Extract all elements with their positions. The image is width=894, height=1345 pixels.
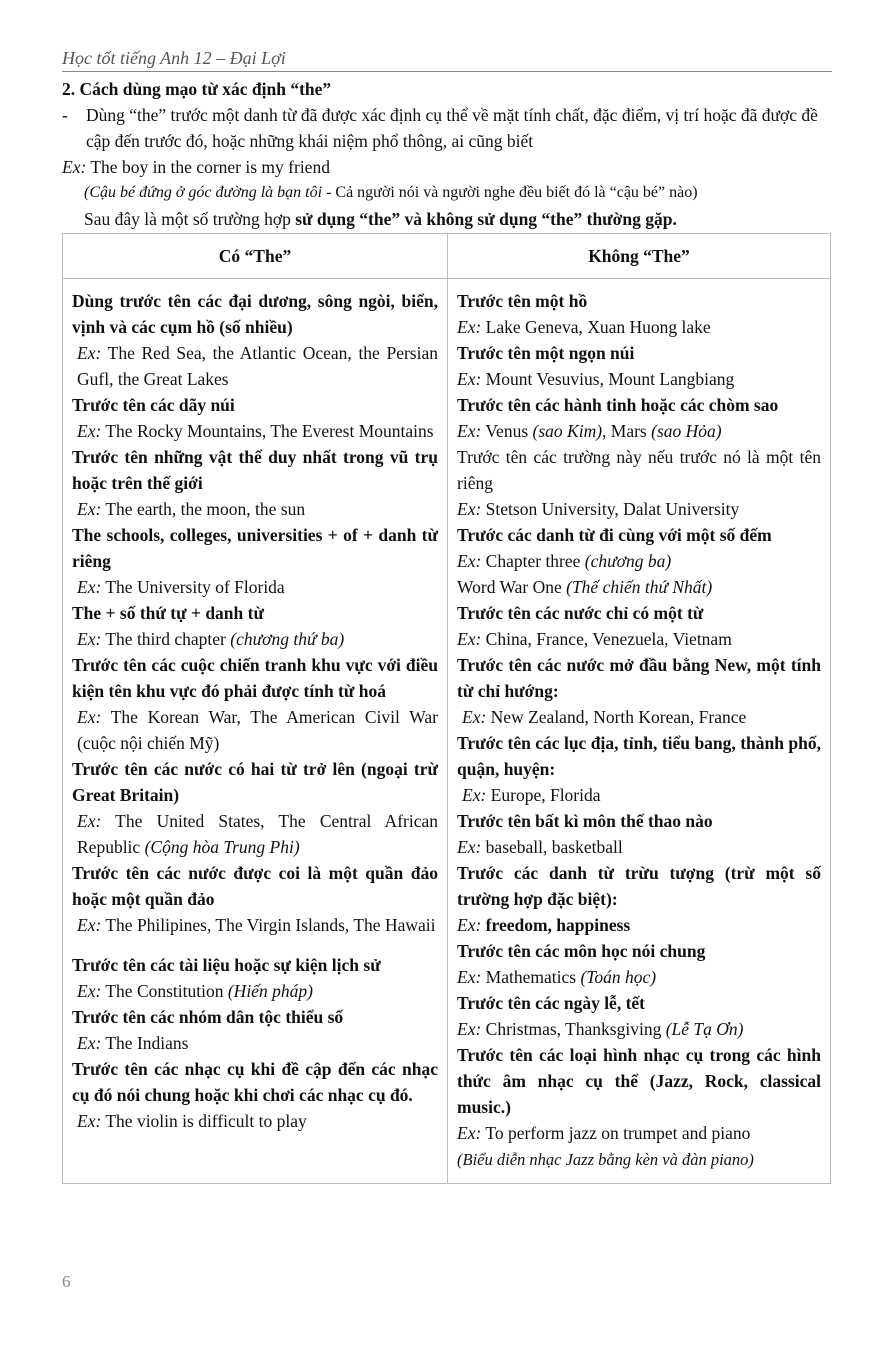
example-line [72, 1030, 438, 1056]
example-line [457, 496, 821, 522]
example-translation-line [457, 1146, 821, 1173]
example-line [457, 704, 821, 730]
example-label: Ex: [457, 551, 482, 571]
column-with-the [63, 279, 448, 1184]
example-translation: (Biểu diễn nhạc Jazz bằng kèn và đàn piano) [457, 1150, 754, 1169]
rule-heading-text: Trước tên các lục địa, tỉnh, tiểu bang, thành phố, quận, huyện: [457, 733, 821, 779]
example-translation: (chương ba) [584, 551, 672, 571]
example-text: Venus [485, 421, 533, 441]
example-line [457, 834, 821, 860]
rule-heading-text: Trước tên các tài liệu hoặc sự kiện lịch sử [72, 955, 381, 975]
rule-heading-text: Trước tên một hồ [457, 291, 588, 311]
running-header: Học tốt tiếng Anh 12 – Đại Lợi [62, 48, 832, 72]
example-label: Ex: [77, 577, 102, 597]
bullet-dash: - [62, 105, 68, 125]
rule-heading [457, 730, 821, 782]
example-text: The earth, the moon, the sun [105, 499, 306, 519]
example-text: The United States, The Central African Republic [77, 811, 438, 857]
example-line [72, 912, 438, 938]
example-translation: (chương thứ ba) [230, 629, 345, 649]
rule-text [457, 574, 821, 600]
intro-bold: sử dụng “the” và không sử dụng “the” thường gặp. [295, 209, 677, 229]
page-number: 6 [62, 1272, 71, 1291]
example-line [457, 418, 821, 444]
column-without-the [448, 279, 831, 1184]
example-text: The violin is difficult to play [105, 1111, 307, 1131]
example-line [457, 1016, 821, 1042]
rule-heading-text: Trước tên các dãy núi [72, 395, 235, 415]
table-body-row [63, 279, 831, 1184]
example-label: Ex: [77, 1111, 102, 1131]
example-translation: (Cộng hòa Trung Phi) [144, 837, 300, 857]
header-with-the: Có “The” [63, 234, 448, 279]
example-line [457, 964, 821, 990]
rule-heading [457, 860, 821, 912]
example-label: Ex: [77, 343, 102, 363]
spacer [72, 938, 438, 952]
example-text: The Indians [105, 1033, 189, 1053]
example-text: China, France, Venezuela, Vietnam [485, 629, 732, 649]
example-label: Ex: [462, 707, 487, 727]
example-label: Ex: [77, 421, 102, 441]
rule-heading-text: Trước tên những vật thể duy nhất trong vũ trụ hoặc trên thế giới [72, 447, 438, 493]
rule-heading [457, 990, 821, 1016]
rule-heading [457, 1042, 821, 1120]
rule-heading-text: Dùng trước tên các đại dương, sông ngòi, biển, vịnh và các cụm hồ (số nhiều) [72, 291, 438, 337]
section-content [62, 76, 832, 232]
example-label: Ex: [457, 421, 482, 441]
rule-heading-text: Trước tên các cuộc chiến tranh khu vực với điều kiện tên khu vực đó phải được tính từ hoá [72, 655, 438, 701]
section-title: 2. Cách dùng mạo từ xác định “the” [62, 79, 332, 99]
example-line [72, 978, 438, 1004]
example-label: Ex: [457, 629, 482, 649]
rule-heading-text: Trước tên các nước mở đầu bằng New, một tính từ chỉ hướng: [457, 655, 821, 701]
example-line [457, 782, 821, 808]
table-intro [62, 206, 832, 232]
rule-heading [72, 600, 438, 626]
example-line [457, 1120, 821, 1146]
rule-heading [457, 522, 821, 548]
example-translation: (Hiến pháp) [227, 981, 313, 1001]
example-line [72, 808, 438, 860]
example-label: Ex: [77, 1033, 102, 1053]
example-line [72, 418, 438, 444]
example-line [457, 626, 821, 652]
example-text: , Mars [602, 421, 652, 441]
rule-heading [72, 522, 438, 574]
bullet-text: Dùng “the” trước một danh từ đã được xác định cụ thể về mặt tính chất, đặc điểm, vị trí hoặc đã được đề cập đến trước đó, hoặc những khái niệm phổ thông, ai cũng biết [86, 105, 818, 151]
example-text: freedom, happiness [485, 915, 631, 935]
example-label: Ex: [457, 1019, 482, 1039]
example-label: Ex: [77, 811, 102, 831]
example-line [457, 912, 821, 938]
rule-heading-text: Trước các danh từ đi cùng với một số đếm [457, 525, 772, 545]
example-text: To perform jazz on trumpet and piano [485, 1123, 751, 1143]
example-text: The Rocky Mountains, The Everest Mountains [105, 421, 434, 441]
rule-heading-text: Trước tên các nước chỉ có một từ [457, 603, 704, 623]
example-text: Lake Geneva, Xuan Huong lake [485, 317, 711, 337]
example-label: Ex: [457, 499, 482, 519]
header-without-the: Không “The” [448, 234, 831, 279]
rule-heading [457, 340, 821, 366]
example-label: Ex: [457, 837, 482, 857]
rule-heading-text: Trước tên các nhóm dân tộc thiểu số [72, 1007, 344, 1027]
example-text: Stetson University, Dalat University [485, 499, 740, 519]
example-text: Europe, Florida [490, 785, 601, 805]
rule-heading-text: Trước tên các nhạc cụ khi đề cập đến các nhạc cụ đó nói chung hoặc khi chơi các nhạc cụ đó. [72, 1059, 438, 1105]
the-usage-table [62, 233, 831, 1184]
rule-heading [457, 652, 821, 704]
rule-heading [457, 808, 821, 834]
rule-heading-text: Trước tên các hành tinh hoặc các chòm sao [457, 395, 779, 415]
rule-heading-text: The + số thứ tự + danh từ [72, 603, 264, 623]
usage-bullet [62, 102, 832, 154]
rule-heading-text: Trước tên bất kì môn thể thao nào [457, 811, 713, 831]
example-label: Ex: [457, 915, 482, 935]
example-text: New Zealand, North Korean, France [490, 707, 747, 727]
example-label: Ex: [462, 785, 487, 805]
note-italic: (Cậu bé đứng ở góc đường là bạn tôi [84, 184, 323, 201]
rule-heading-text: The schools, colleges, universities + of + danh từ riêng [72, 525, 438, 571]
example-line [72, 340, 438, 392]
rule-heading [72, 288, 438, 340]
rule-heading-text: Trước tên các ngày lễ, tết [457, 993, 645, 1013]
example-label: Ex: [457, 967, 482, 987]
example-text: Mount Vesuvius, Mount Langbiang [485, 369, 735, 389]
rule-heading [457, 938, 821, 964]
rule-heading-text: Trước tên một ngọn núi [457, 343, 635, 363]
rule-heading [72, 860, 438, 912]
example-line [457, 366, 821, 392]
example-text: The Red Sea, the Atlantic Ocean, the Persian Gufl, the Great Lakes [77, 343, 438, 389]
example-translation: (Thế chiến thứ Nhất) [566, 577, 713, 597]
rule-heading [457, 288, 821, 314]
rule-heading [72, 392, 438, 418]
example-text: baseball, basketball [485, 837, 623, 857]
example-label: Ex: [77, 915, 102, 935]
rule-heading-text: Trước tên các nước được coi là một quần đảo hoặc một quần đảo [72, 863, 438, 909]
example-text: Mathematics [485, 967, 581, 987]
intro-plain: Sau đây là một số trường hợp [84, 209, 296, 229]
example-text: The Constitution [105, 981, 228, 1001]
example-text: Christmas, Thanksgiving [485, 1019, 666, 1039]
example-line [72, 626, 438, 652]
example-label: Ex: [457, 1123, 482, 1143]
example-label: Ex: [457, 317, 482, 337]
example-translation: (Toán học) [580, 967, 657, 987]
example-line [72, 704, 438, 756]
example-translation: (Lễ Tạ Ơn) [665, 1019, 744, 1039]
rule-text [457, 444, 821, 496]
example-translation: (sao Hỏa) [651, 421, 722, 441]
rule-heading [457, 600, 821, 626]
example-text: The third chapter [105, 629, 231, 649]
example-translation: (sao Kim) [532, 421, 603, 441]
example-label: Ex: [77, 981, 102, 1001]
example-line [72, 1108, 438, 1134]
example-text: The boy in the corner is my friend [90, 157, 330, 177]
example-text: Chapter three [485, 551, 585, 571]
example-text: The Korean War, The American Civil War (cuộc nội chiến Mỹ) [77, 707, 438, 753]
example-line [62, 154, 832, 180]
rule-heading [72, 652, 438, 704]
rule-heading [72, 756, 438, 808]
example-note [62, 180, 832, 206]
rule-text-content: Trước tên các trường này nếu trước nó là một tên riêng [457, 447, 821, 493]
rule-heading [72, 444, 438, 496]
rule-heading-text: Trước tên các môn học nói chung [457, 941, 706, 961]
example-text: The University of Florida [105, 577, 285, 597]
example-line [457, 548, 821, 574]
rule-heading [72, 1004, 438, 1030]
rule-text-content: Word War One [457, 577, 567, 597]
rule-heading-text: Trước tên các nước có hai từ trở lên (ngoại trừ Great Britain) [72, 759, 438, 805]
note-plain: - Cả người nói và người nghe đều biết đó là “cậu bé” nào) [322, 184, 698, 201]
rule-heading-text: Trước các danh từ trừu tượng (trừ một số trường hợp đặc biệt): [457, 863, 821, 909]
example-line [72, 496, 438, 522]
example-line [72, 574, 438, 600]
example-label: Ex: [457, 369, 482, 389]
rule-heading [72, 952, 438, 978]
example-text: The Philipines, The Virgin Islands, The Hawaii [105, 915, 436, 935]
example-label: Ex: [62, 157, 87, 177]
example-line [457, 314, 821, 340]
rule-heading [72, 1056, 438, 1108]
example-label: Ex: [77, 707, 102, 727]
rule-heading-text: Trước tên các loại hình nhạc cụ trong các hình thức âm nhạc cụ thể (Jazz, Rock, classical music.) [457, 1045, 821, 1117]
table-header-row [63, 234, 831, 279]
rule-heading [457, 392, 821, 418]
example-label: Ex: [77, 499, 102, 519]
example-label: Ex: [77, 629, 102, 649]
